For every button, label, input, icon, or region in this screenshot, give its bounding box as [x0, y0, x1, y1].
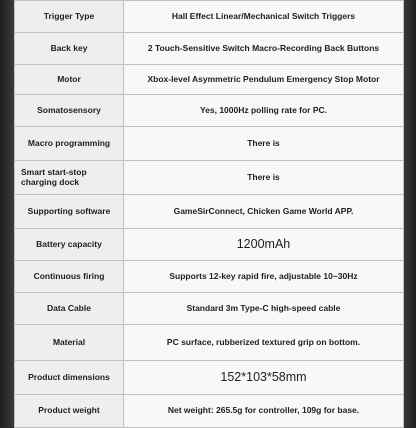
spec-label: Product weight [15, 395, 124, 428]
table-row-data-cable [15, 293, 404, 325]
spec-value: Hall Effect Linear/Mechanical Switch Triggers [124, 1, 404, 33]
table-row-motor [15, 65, 404, 95]
spec-value: There is [124, 127, 404, 161]
spec-label: Continuous firing [15, 261, 124, 293]
spec-label: Smart start-stop charging dock [15, 161, 124, 195]
spec-value: Xbox-level Asymmetric Pendulum Emergency Stop Motor [124, 65, 404, 95]
specifications-table [14, 0, 404, 428]
spec-value: 2 Touch-Sensitive Switch Macro-Recording Back Buttons [124, 33, 404, 65]
spec-label: Motor [15, 65, 124, 95]
table-row-material [15, 325, 404, 361]
spec-value: Standard 3m Type-C high-speed cable [124, 293, 404, 325]
left-page-shadow [0, 0, 14, 427]
spec-label: Somatosensory [15, 95, 124, 127]
table-row-trigger-type [15, 1, 404, 33]
table-row-somatosensory [15, 95, 404, 127]
spec-label: Back key [15, 33, 124, 65]
spec-label: Supporting software [15, 195, 124, 229]
table-row-battery-capacity [15, 229, 404, 261]
spec-value: Supports 12-key rapid fire, adjustable 10~30Hz [124, 261, 404, 293]
spec-value: PC surface, rubberized textured grip on bottom. [124, 325, 404, 361]
spec-value: Yes, 1000Hz polling rate for PC. [124, 95, 404, 127]
spec-value: 152*103*58mm [124, 361, 404, 395]
table-row-supporting-software [15, 195, 404, 229]
table-row-product-weight [15, 395, 404, 428]
spec-label: Product dimensions [15, 361, 124, 395]
table-row-product-dimensions [15, 361, 404, 395]
table-row-continuous-firing [15, 261, 404, 293]
spec-value: Net weight: 265.5g for controller, 109g for base. [124, 395, 404, 428]
spec-label: Material [15, 325, 124, 361]
spec-label: Trigger Type [15, 1, 124, 33]
right-page-shadow [404, 0, 416, 427]
table-row-back-key [15, 33, 404, 65]
spec-value: GameSirConnect, Chicken Game World APP. [124, 195, 404, 229]
spec-label: Macro programming [15, 127, 124, 161]
table-row-charging-dock [15, 161, 404, 195]
spec-label: Data Cable [15, 293, 124, 325]
table-row-macro-programming [15, 127, 404, 161]
spec-value: 1200mAh [124, 229, 404, 261]
spec-value: There is [124, 161, 404, 195]
spec-label: Battery capacity [15, 229, 124, 261]
